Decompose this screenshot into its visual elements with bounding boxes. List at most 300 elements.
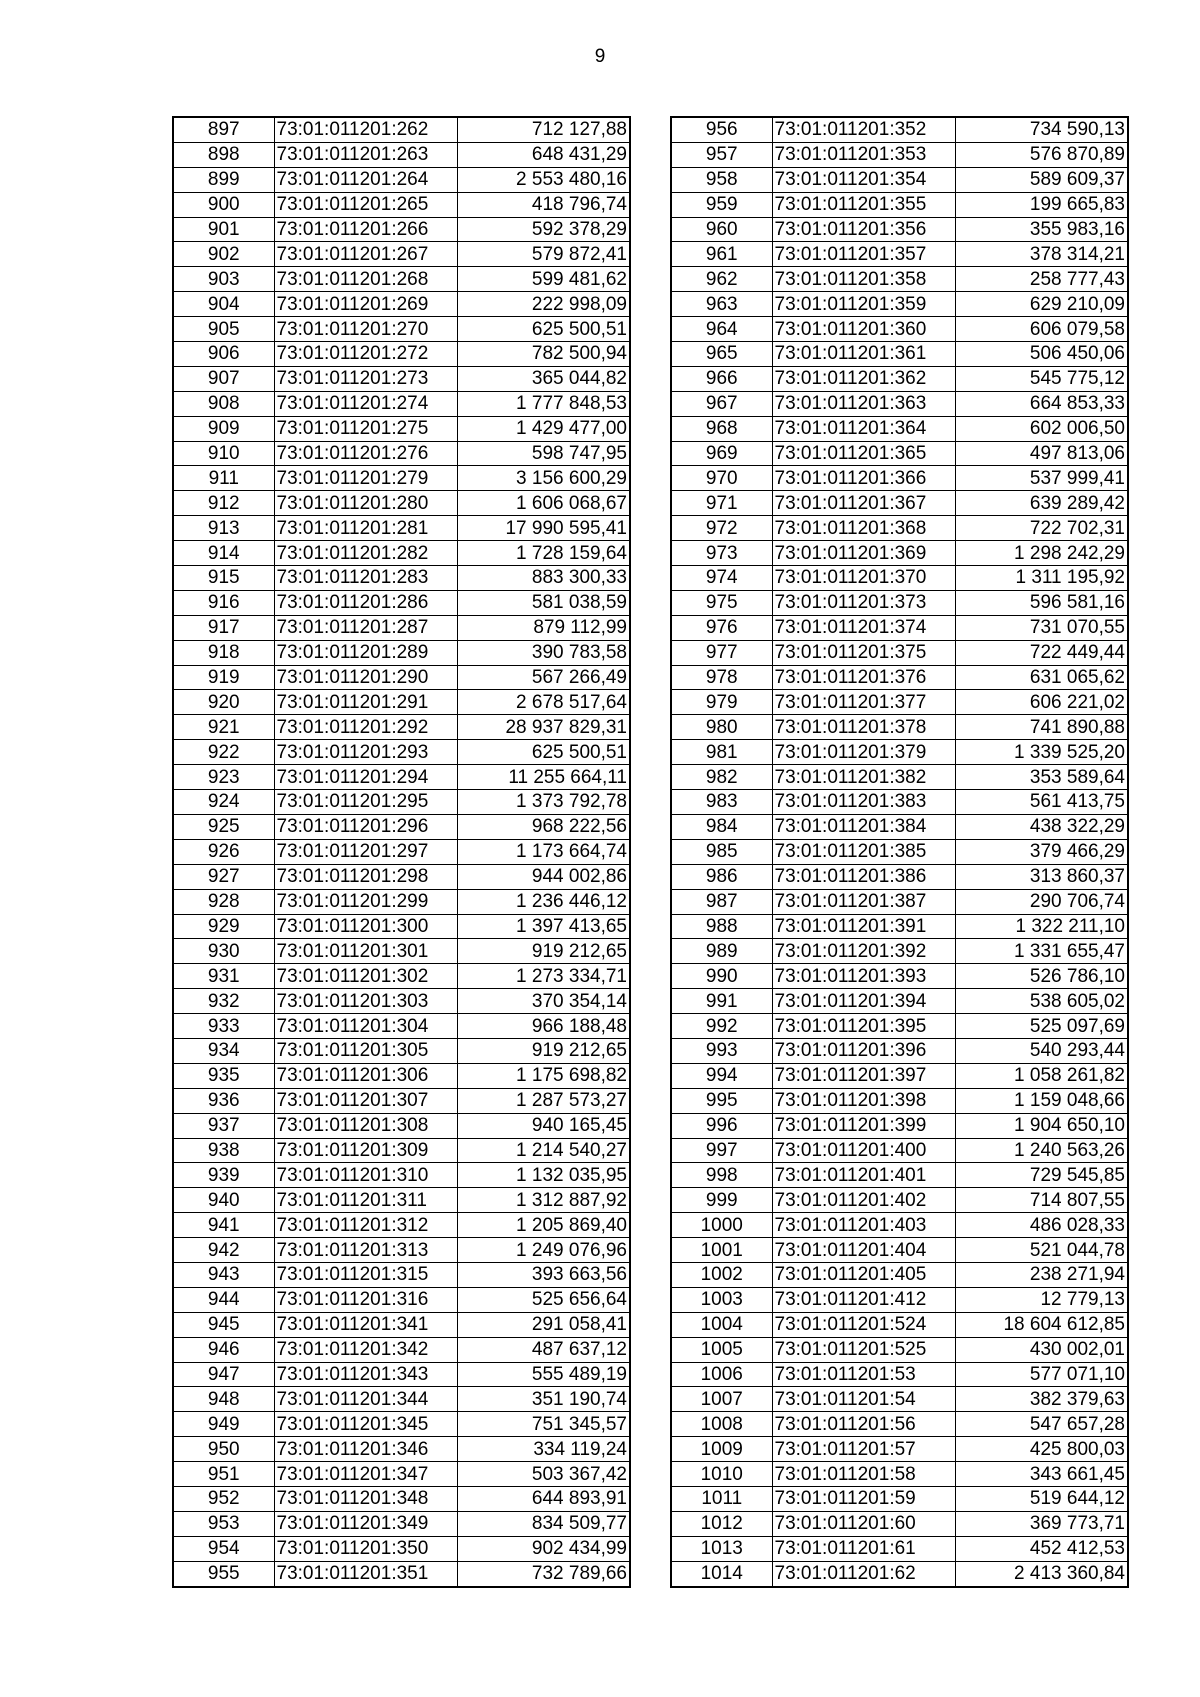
row-number: 978	[671, 665, 772, 690]
cadastral-number: 73:01:011201:351	[274, 1561, 457, 1586]
table-row	[173, 1063, 630, 1088]
cadastral-number: 73:01:011201:391	[772, 914, 955, 939]
cadastral-value: 581 038,59	[457, 590, 630, 615]
row-number: 991	[671, 989, 772, 1014]
row-number: 1011	[671, 1486, 772, 1511]
table-row	[173, 839, 630, 864]
cadastral-number: 73:01:011201:301	[274, 939, 457, 964]
table-row	[173, 366, 630, 391]
cadastral-number: 73:01:011201:379	[772, 740, 955, 765]
cadastral-value: 1 214 540,27	[457, 1138, 630, 1163]
table-row	[671, 1014, 1128, 1039]
cadastral-value: 506 450,06	[955, 342, 1128, 367]
cadastral-number: 73:01:011201:397	[772, 1063, 955, 1088]
cadastral-number: 73:01:011201:313	[274, 1238, 457, 1263]
table-row	[671, 1088, 1128, 1113]
cadastral-number: 73:01:011201:370	[772, 566, 955, 591]
cadastral-value: 1 273 334,71	[457, 964, 630, 989]
cadastral-value: 369 773,71	[955, 1511, 1128, 1536]
table-row	[671, 790, 1128, 815]
table-row	[671, 366, 1128, 391]
table-row	[671, 1038, 1128, 1063]
cadastral-value: 598 747,95	[457, 441, 630, 466]
cadastral-value: 1 373 792,78	[457, 790, 630, 815]
table-row	[671, 740, 1128, 765]
cadastral-number: 73:01:011201:60	[772, 1511, 955, 1536]
cadastral-value: 1 339 525,20	[955, 740, 1128, 765]
cadastral-number: 73:01:011201:298	[274, 864, 457, 889]
row-number: 908	[173, 391, 274, 416]
cadastral-value: 1 429 477,00	[457, 416, 630, 441]
row-number: 897	[173, 117, 274, 142]
cadastral-value: 351 190,74	[457, 1387, 630, 1412]
table-row	[671, 765, 1128, 790]
table-row	[173, 989, 630, 1014]
cadastral-value: 944 002,86	[457, 864, 630, 889]
table-row	[173, 142, 630, 167]
cadastral-number: 73:01:011201:306	[274, 1063, 457, 1088]
cadastral-number: 73:01:011201:386	[772, 864, 955, 889]
row-number: 914	[173, 541, 274, 566]
cadastral-number: 73:01:011201:376	[772, 665, 955, 690]
row-number: 925	[173, 814, 274, 839]
row-number: 900	[173, 192, 274, 217]
row-number: 916	[173, 590, 274, 615]
table-row	[671, 715, 1128, 740]
table-row	[671, 1437, 1128, 1462]
cadastral-number: 73:01:011201:385	[772, 839, 955, 864]
table-row	[671, 117, 1128, 142]
cadastral-value: 879 112,99	[457, 615, 630, 640]
cadastral-number: 73:01:011201:265	[274, 192, 457, 217]
cadastral-value: 919 212,65	[457, 939, 630, 964]
row-number: 962	[671, 267, 772, 292]
cadastral-value: 555 489,19	[457, 1362, 630, 1387]
cadastral-value: 11 255 664,11	[457, 765, 630, 790]
table-row	[173, 1486, 630, 1511]
table-row	[671, 665, 1128, 690]
row-number: 954	[173, 1536, 274, 1561]
cadastral-number: 73:01:011201:297	[274, 839, 457, 864]
row-number: 980	[671, 715, 772, 740]
row-number: 1003	[671, 1287, 772, 1312]
row-number: 911	[173, 466, 274, 491]
cadastral-number: 73:01:011201:352	[772, 117, 955, 142]
row-number: 960	[671, 217, 772, 242]
row-number: 948	[173, 1387, 274, 1412]
cadastral-number: 73:01:011201:366	[772, 466, 955, 491]
cadastral-number: 73:01:011201:311	[274, 1188, 457, 1213]
table-row	[671, 267, 1128, 292]
row-number: 935	[173, 1063, 274, 1088]
cadastral-number: 73:01:011201:353	[772, 142, 955, 167]
table-row	[173, 1113, 630, 1138]
cadastral-value: 644 893,91	[457, 1486, 630, 1511]
cadastral-number: 73:01:011201:280	[274, 491, 457, 516]
cadastral-number: 73:01:011201:283	[274, 566, 457, 591]
row-number: 984	[671, 814, 772, 839]
row-number: 1010	[671, 1462, 772, 1487]
cadastral-number: 73:01:011201:279	[274, 466, 457, 491]
cadastral-number: 73:01:011201:57	[772, 1437, 955, 1462]
cadastral-value: 525 097,69	[955, 1014, 1128, 1039]
row-number: 1013	[671, 1536, 772, 1561]
row-number: 905	[173, 317, 274, 342]
row-number: 963	[671, 292, 772, 317]
cadastral-value: 567 266,49	[457, 665, 630, 690]
row-number: 955	[173, 1561, 274, 1586]
cadastral-number: 73:01:011201:309	[274, 1138, 457, 1163]
row-number: 1014	[671, 1561, 772, 1586]
row-number: 898	[173, 142, 274, 167]
cadastral-value: 1 397 413,65	[457, 914, 630, 939]
cadastral-number: 73:01:011201:404	[772, 1238, 955, 1263]
row-number: 997	[671, 1138, 772, 1163]
row-number: 998	[671, 1163, 772, 1188]
row-number: 923	[173, 765, 274, 790]
row-number: 992	[671, 1014, 772, 1039]
cadastral-value: 902 434,99	[457, 1536, 630, 1561]
row-number: 985	[671, 839, 772, 864]
table-row	[173, 1462, 630, 1487]
cadastral-value: 1 777 848,53	[457, 391, 630, 416]
cadastral-value: 592 378,29	[457, 217, 630, 242]
row-number: 965	[671, 342, 772, 367]
cadastral-value: 1 904 650,10	[955, 1113, 1128, 1138]
table-row	[173, 391, 630, 416]
table-row	[173, 1213, 630, 1238]
left-register-body	[173, 117, 630, 1587]
cadastral-value: 17 990 595,41	[457, 516, 630, 541]
table-row	[671, 1262, 1128, 1287]
row-number: 906	[173, 342, 274, 367]
cadastral-number: 73:01:011201:62	[772, 1561, 955, 1586]
cadastral-value: 722 449,44	[955, 640, 1128, 665]
table-row	[671, 1163, 1128, 1188]
row-number: 912	[173, 491, 274, 516]
table-row	[671, 1238, 1128, 1263]
row-number: 939	[173, 1163, 274, 1188]
table-row	[671, 342, 1128, 367]
row-number: 931	[173, 964, 274, 989]
cadastral-number: 73:01:011201:396	[772, 1038, 955, 1063]
cadastral-number: 73:01:011201:295	[274, 790, 457, 815]
cadastral-number: 73:01:011201:290	[274, 665, 457, 690]
cadastral-value: 540 293,44	[955, 1038, 1128, 1063]
cadastral-value: 497 813,06	[955, 441, 1128, 466]
table-row	[173, 1014, 630, 1039]
table-row	[173, 690, 630, 715]
cadastral-number: 73:01:011201:350	[274, 1536, 457, 1561]
row-number: 949	[173, 1412, 274, 1437]
table-row	[671, 317, 1128, 342]
cadastral-number: 73:01:011201:358	[772, 267, 955, 292]
cadastral-number: 73:01:011201:267	[274, 242, 457, 267]
table-row	[173, 1038, 630, 1063]
cadastral-number: 73:01:011201:263	[274, 142, 457, 167]
row-number: 989	[671, 939, 772, 964]
row-number: 918	[173, 640, 274, 665]
row-number: 969	[671, 441, 772, 466]
cadastral-number: 73:01:011201:287	[274, 615, 457, 640]
cadastral-number: 73:01:011201:274	[274, 391, 457, 416]
cadastral-number: 73:01:011201:369	[772, 541, 955, 566]
table-row	[173, 1412, 630, 1437]
cadastral-number: 73:01:011201:300	[274, 914, 457, 939]
cadastral-value: 379 466,29	[955, 839, 1128, 864]
cadastral-value: 631 065,62	[955, 665, 1128, 690]
cadastral-value: 966 188,48	[457, 1014, 630, 1039]
table-row	[173, 814, 630, 839]
table-row	[671, 590, 1128, 615]
cadastral-number: 73:01:011201:378	[772, 715, 955, 740]
table-row	[173, 765, 630, 790]
table-row	[671, 1412, 1128, 1437]
table-row	[671, 864, 1128, 889]
cadastral-value: 378 314,21	[955, 242, 1128, 267]
table-row	[173, 292, 630, 317]
row-number: 941	[173, 1213, 274, 1238]
row-number: 988	[671, 914, 772, 939]
cadastral-value: 883 300,33	[457, 566, 630, 591]
cadastral-value: 1 312 887,92	[457, 1188, 630, 1213]
row-number: 930	[173, 939, 274, 964]
cadastral-number: 73:01:011201:360	[772, 317, 955, 342]
row-number: 961	[671, 242, 772, 267]
row-number: 924	[173, 790, 274, 815]
cadastral-number: 73:01:011201:402	[772, 1188, 955, 1213]
cadastral-value: 545 775,12	[955, 366, 1128, 391]
row-number: 975	[671, 590, 772, 615]
cadastral-value: 28 937 829,31	[457, 715, 630, 740]
cadastral-value: 751 345,57	[457, 1412, 630, 1437]
table-row	[173, 1287, 630, 1312]
cadastral-number: 73:01:011201:264	[274, 167, 457, 192]
cadastral-number: 73:01:011201:374	[772, 615, 955, 640]
table-row	[173, 541, 630, 566]
cadastral-number: 73:01:011201:272	[274, 342, 457, 367]
row-number: 982	[671, 765, 772, 790]
row-number: 904	[173, 292, 274, 317]
row-number: 964	[671, 317, 772, 342]
row-number: 952	[173, 1486, 274, 1511]
cadastral-value: 1 058 261,82	[955, 1063, 1128, 1088]
table-row	[173, 1088, 630, 1113]
row-number: 915	[173, 566, 274, 591]
row-number: 950	[173, 1437, 274, 1462]
row-number: 901	[173, 217, 274, 242]
table-row	[671, 1138, 1128, 1163]
table-row	[671, 491, 1128, 516]
cadastral-value: 393 663,56	[457, 1262, 630, 1287]
cadastral-number: 73:01:011201:310	[274, 1163, 457, 1188]
cadastral-value: 1 205 869,40	[457, 1213, 630, 1238]
row-number: 946	[173, 1337, 274, 1362]
cadastral-number: 73:01:011201:382	[772, 765, 955, 790]
table-row	[173, 466, 630, 491]
cadastral-number: 73:01:011201:286	[274, 590, 457, 615]
table-row	[671, 1561, 1128, 1586]
cadastral-number: 73:01:011201:302	[274, 964, 457, 989]
cadastral-number: 73:01:011201:349	[274, 1511, 457, 1536]
cadastral-value: 732 789,66	[457, 1561, 630, 1586]
cadastral-number: 73:01:011201:348	[274, 1486, 457, 1511]
cadastral-value: 1 132 035,95	[457, 1163, 630, 1188]
cadastral-value: 664 853,33	[955, 391, 1128, 416]
cadastral-value: 606 221,02	[955, 690, 1128, 715]
cadastral-value: 602 006,50	[955, 416, 1128, 441]
page-number: 9	[594, 46, 606, 67]
cadastral-number: 73:01:011201:275	[274, 416, 457, 441]
cadastral-number: 73:01:011201:304	[274, 1014, 457, 1039]
row-number: 922	[173, 740, 274, 765]
cadastral-value: 1 240 563,26	[955, 1138, 1128, 1163]
table-row	[173, 1362, 630, 1387]
row-number: 902	[173, 242, 274, 267]
table-row	[173, 1262, 630, 1287]
cadastral-value: 525 656,64	[457, 1287, 630, 1312]
row-number: 934	[173, 1038, 274, 1063]
cadastral-number: 73:01:011201:268	[274, 267, 457, 292]
table-row	[173, 1312, 630, 1337]
cadastral-number: 73:01:011201:365	[772, 441, 955, 466]
table-row	[671, 242, 1128, 267]
cadastral-number: 73:01:011201:291	[274, 690, 457, 715]
cadastral-value: 782 500,94	[457, 342, 630, 367]
cadastral-number: 73:01:011201:53	[772, 1362, 955, 1387]
cadastral-number: 73:01:011201:375	[772, 640, 955, 665]
cadastral-number: 73:01:011201:276	[274, 441, 457, 466]
row-number: 921	[173, 715, 274, 740]
cadastral-number: 73:01:011201:403	[772, 1213, 955, 1238]
table-row	[671, 839, 1128, 864]
cadastral-number: 73:01:011201:305	[274, 1038, 457, 1063]
cadastral-number: 73:01:011201:344	[274, 1387, 457, 1412]
table-row	[173, 964, 630, 989]
cadastral-value: 199 665,83	[955, 192, 1128, 217]
cadastral-number: 73:01:011201:61	[772, 1536, 955, 1561]
table-row	[671, 1287, 1128, 1312]
cadastral-value: 1 331 655,47	[955, 939, 1128, 964]
cadastral-number: 73:01:011201:54	[772, 1387, 955, 1412]
table-row	[671, 391, 1128, 416]
cadastral-number: 73:01:011201:58	[772, 1462, 955, 1487]
cadastral-number: 73:01:011201:281	[274, 516, 457, 541]
cadastral-value: 625 500,51	[457, 317, 630, 342]
cadastral-value: 940 165,45	[457, 1113, 630, 1138]
cadastral-value: 1 159 048,66	[955, 1088, 1128, 1113]
cadastral-value: 452 412,53	[955, 1536, 1128, 1561]
cadastral-value: 722 702,31	[955, 516, 1128, 541]
cadastral-value: 734 590,13	[955, 117, 1128, 142]
table-row	[671, 964, 1128, 989]
table-row	[173, 665, 630, 690]
table-row	[173, 1561, 630, 1586]
cadastral-value: 561 413,75	[955, 790, 1128, 815]
cadastral-number: 73:01:011201:362	[772, 366, 955, 391]
cadastral-number: 73:01:011201:361	[772, 342, 955, 367]
table-row	[173, 1511, 630, 1536]
cadastral-value: 313 860,37	[955, 864, 1128, 889]
table-row	[173, 715, 630, 740]
cadastral-number: 73:01:011201:405	[772, 1262, 955, 1287]
table-row	[173, 1163, 630, 1188]
cadastral-value: 334 119,24	[457, 1437, 630, 1462]
row-number: 995	[671, 1088, 772, 1113]
cadastral-value: 834 509,77	[457, 1511, 630, 1536]
row-number: 967	[671, 391, 772, 416]
cadastral-number: 73:01:011201:394	[772, 989, 955, 1014]
cadastral-value: 576 870,89	[955, 142, 1128, 167]
table-row	[671, 914, 1128, 939]
row-number: 972	[671, 516, 772, 541]
row-number: 986	[671, 864, 772, 889]
cadastral-number: 73:01:011201:270	[274, 317, 457, 342]
cadastral-value: 731 070,55	[955, 615, 1128, 640]
row-number: 979	[671, 690, 772, 715]
left-register-table	[172, 116, 631, 1588]
cadastral-number: 73:01:011201:393	[772, 964, 955, 989]
cadastral-value: 290 706,74	[955, 889, 1128, 914]
table-row	[671, 1387, 1128, 1412]
table-row	[671, 217, 1128, 242]
cadastral-value: 589 609,37	[955, 167, 1128, 192]
table-row	[173, 416, 630, 441]
cadastral-value: 370 354,14	[457, 989, 630, 1014]
row-number: 996	[671, 1113, 772, 1138]
table-row	[671, 640, 1128, 665]
cadastral-value: 343 661,45	[955, 1462, 1128, 1487]
cadastral-value: 579 872,41	[457, 242, 630, 267]
cadastral-number: 73:01:011201:368	[772, 516, 955, 541]
row-number: 945	[173, 1312, 274, 1337]
row-number: 928	[173, 889, 274, 914]
row-number: 1002	[671, 1262, 772, 1287]
cadastral-number: 73:01:011201:315	[274, 1262, 457, 1287]
table-row	[173, 939, 630, 964]
row-number: 926	[173, 839, 274, 864]
table-row	[671, 989, 1128, 1014]
row-number: 919	[173, 665, 274, 690]
table-row	[671, 1337, 1128, 1362]
table-row	[671, 1113, 1128, 1138]
cadastral-number: 73:01:011201:356	[772, 217, 955, 242]
cadastral-number: 73:01:011201:355	[772, 192, 955, 217]
row-number: 1000	[671, 1213, 772, 1238]
row-number: 981	[671, 740, 772, 765]
cadastral-value: 2 413 360,84	[955, 1561, 1128, 1586]
table-row	[173, 1138, 630, 1163]
cadastral-value: 741 890,88	[955, 715, 1128, 740]
cadastral-value: 577 071,10	[955, 1362, 1128, 1387]
table-row	[173, 441, 630, 466]
row-number: 936	[173, 1088, 274, 1113]
row-number: 956	[671, 117, 772, 142]
row-number: 1009	[671, 1437, 772, 1462]
cadastral-number: 73:01:011201:359	[772, 292, 955, 317]
cadastral-value: 258 777,43	[955, 267, 1128, 292]
row-number: 977	[671, 640, 772, 665]
row-number: 910	[173, 441, 274, 466]
cadastral-number: 73:01:011201:347	[274, 1462, 457, 1487]
cadastral-value: 714 807,55	[955, 1188, 1128, 1213]
cadastral-value: 425 800,03	[955, 1437, 1128, 1462]
table-row	[173, 167, 630, 192]
cadastral-value: 1 175 698,82	[457, 1063, 630, 1088]
row-number: 940	[173, 1188, 274, 1213]
cadastral-value: 596 581,16	[955, 590, 1128, 615]
row-number: 929	[173, 914, 274, 939]
